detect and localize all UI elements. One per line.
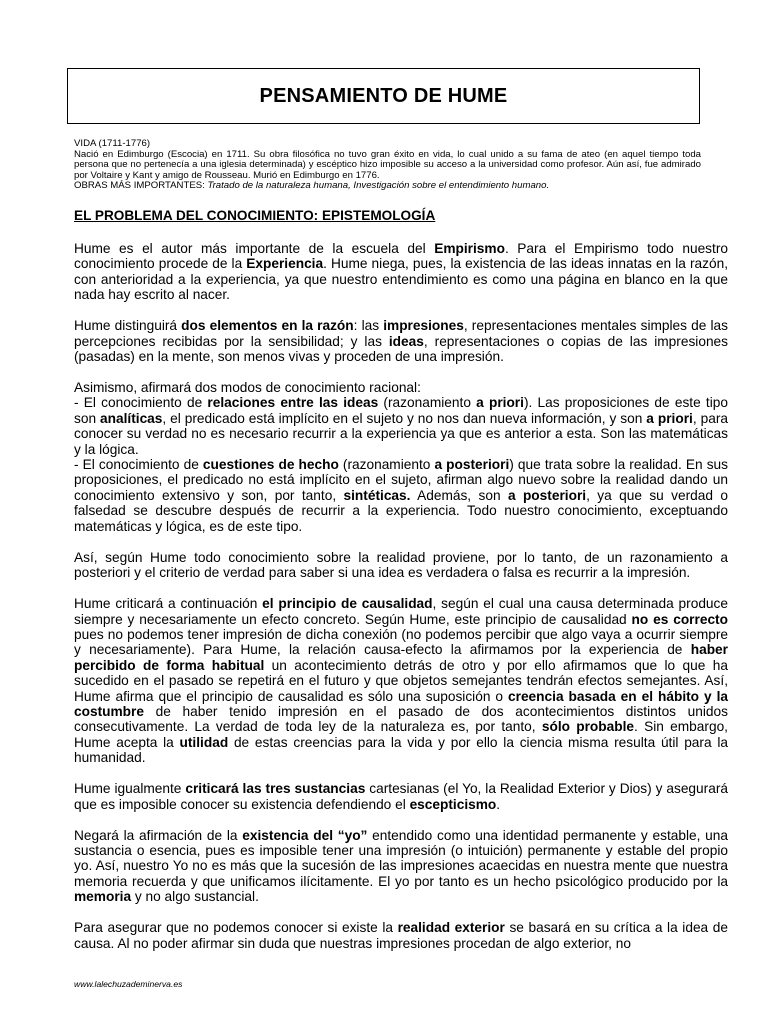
paragraph-elementos: Hume distinguirá dos elementos en la razón: las impresiones, representaciones mentales simples de las percepciones recibidas por la sensibilidad; y las ideas, representaciones o copias de las impresiones (pasadas) en la mente, son menos vivas y proceden de una impresión. <box>74 318 729 365</box>
section-title: EL PROBLEMA DEL CONOCIMIENTO: EPISTEMOLOGÍA <box>74 208 436 223</box>
page-title: PENSAMIENTO DE HUME <box>259 84 508 107</box>
main-works-titles: Tratado de la naturaleza humana, Investigación sobre el entendimiento humano. <box>207 180 550 192</box>
footer-url: www.lalechuzademinerva.es <box>74 979 183 989</box>
main-works-label: OBRAS MÁS IMPORTANTES: <box>74 180 208 192</box>
title-box <box>67 68 700 124</box>
paragraph-yo: Negará la afirmación de la existencia del “yo” entendido como una identidad permanente y estable, una sustancia o esencia, pues es imposible tener una impresión (o intuición) permanente y estable del propio yo. Así, nuestro Yo no es más que la sucesión de las impresiones acaecidas en nuestra mente que nuestra memoria recuerda y que unificamos ilícitamente. El yo por tanto es un hecho psicológico producido por la memoria y no algo sustancial. <box>74 827 729 905</box>
biography-heading: VIDA (1711-1776) <box>74 138 151 149</box>
biography-text: Nació en Edimburgo (Escocia) en 1711. Su obra filosófica no tuvo gran éxito en vida, lo cual unido a su fama de ateo (en aquel tiempo toda persona que no pertenecía a una iglesia determinada) y escéptico hizo imposible su acceso a la universidad como profesor. Aún así, fue admirado por Voltaire y Kant y amigo de Rousseau. Murió en Edimburgo en 1776. <box>74 148 701 181</box>
paragraph-sustancias: Hume igualmente criticará las tres sustancias cartesianas (el Yo, la Realidad Exterior y Dios) y asegurará que es imposible conocer su existencia defendiendo el escepticismo. <box>74 781 728 812</box>
paragraph-conocimiento-intro: Asimismo, afirmará dos modos de conocimiento racional: <box>74 380 421 396</box>
biography-block <box>74 139 701 192</box>
list-item-cuestiones: - El conocimiento de cuestiones de hecho (razonamiento a posteriori) que trata sobre la realidad. En sus proposiciones, el predicado no está implícito en el sujeto, afirman algo nuevo sobre la realidad dando un conocimiento extensivo y son, por tanto, sintéticas. Además, son a posteriori, ya que su verdad o falsedad se descubre después de recurrir a la experiencia. Todo nuestro conocimiento, exceptuando matemáticas y lógica, es de este tipo. <box>74 457 728 534</box>
paragraph-empirismo: Hume es el autor más importante de la escuela del Empirismo. Para el Empirismo todo nuestro conocimiento procede de la Experiencia. Hume niega, pues, la existencia de las ideas innatas en la razón, con anterioridad a la experiencia, ya que nuestro entendimiento es como una página en blanco en la que nada hay escrito al nacer. <box>74 241 728 303</box>
paragraph-causalidad: Hume criticará a continuación el principio de causalidad, según el cual una causa determinada produce siempre y necesariamente un efecto concreto. Según Hume, este principio de causalidad no es correcto pues no podemos tener impresión de dicha conexión (no podemos percibir que algo vaya a ocurrir siempre y necesariamente). Para Hume, la relación causa-efecto la afirmamos por la experiencia de haber percibido de forma habitual un acontecimiento detrás de otro y por ello afirmamos que lo que ha sucedido en el pasado se repetirá en el futuro y que objetos semejantes tendrán efectos semejantes. Así, Hume afirma que el principio de causalidad es sólo una suposición o creencia basada en el hábito y la costumbre de haber tenido impresión en el pasado de dos acontecimientos distintos unidos consecutivamente. La verdad de toda ley de la naturaleza es, por tanto, sólo probable. Sin embargo, Hume acepta la utilidad de estas creencias para la vida y por ello la ciencia misma resulta útil para la humanidad. <box>74 596 729 766</box>
paragraph-criterio: Así, según Hume todo conocimiento sobre la realidad proviene, por lo tanto, de un razonamiento a posteriori y el criterio de verdad para saber si una idea es verdadera o falsa es recurrir a la impresión. <box>74 549 728 581</box>
paragraph-conocimiento <box>74 380 728 534</box>
main-works <box>74 181 701 192</box>
paragraph-realidad-exterior: Para asegurar que no podemos conocer si existe la realidad exterior se basará en su crítica a la idea de causa. Al no poder afirmar sin duda que nuestras impresiones procedan de algo exterior, no <box>74 920 728 951</box>
list-item-relaciones: - El conocimiento de relaciones entre las ideas (razonamiento a priori). Las proposiciones de este tipo son analíticas, el predicado está implícito en el sujeto y no nos dan nueva información, y son a priori, para conocer su verdad no es necesario recurrir a la experiencia ya que es anterior a esta. Son las matemáticas y la lógica. <box>74 395 728 457</box>
document-body <box>74 241 728 967</box>
